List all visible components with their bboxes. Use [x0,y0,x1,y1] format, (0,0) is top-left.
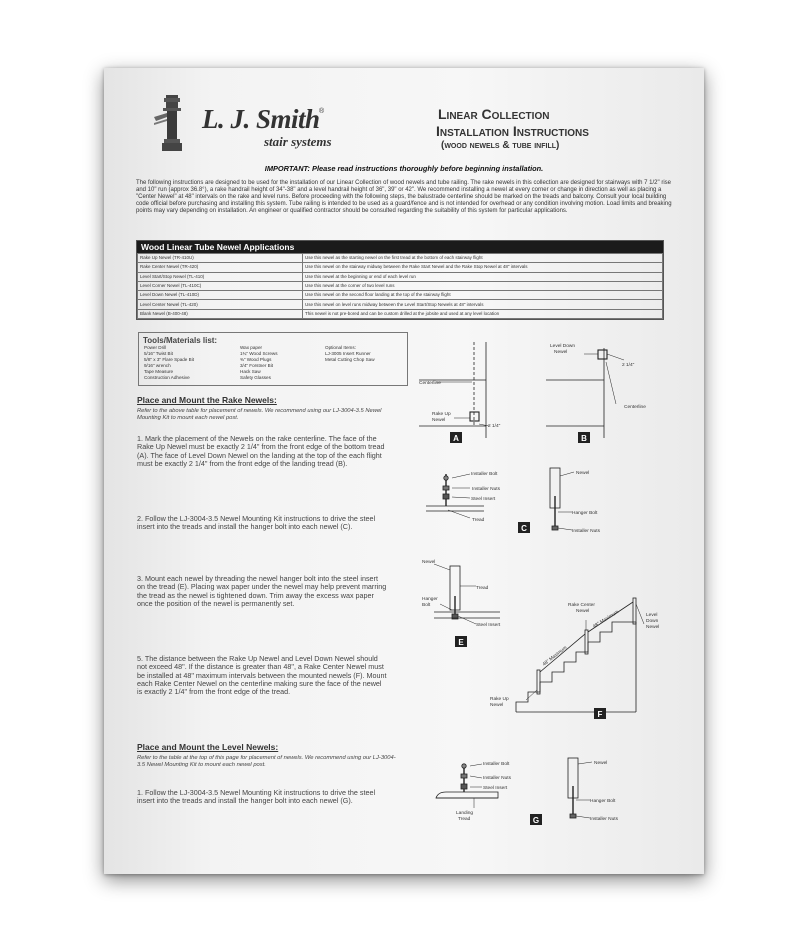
tool-item: 3/4" Forstner Bit [240,363,274,368]
fig-a-badge: A [453,434,459,443]
fig-a-centerline: Centerline [419,381,441,386]
tool-item: 1¾" Wood Screws [240,351,278,356]
tool-item: Metal Cutting Chop Saw [325,357,375,362]
fig-c-installer-bolt: Installer Bolt [471,472,498,477]
level-section-title: Place and Mount the Level Newels: [137,742,279,752]
fig-e-bolt: Bolt [422,603,431,608]
intro-paragraph: The following instructions are designed to be used for the installation of our Linear Collection of wood newels and tube railing. The rake newels in this collection are designed for stairways with 7 1/2" rise and 10" run (approx 36.8°), a rake handrail height of 34"-38" and a level handrail height of 36", 39" or 42". We recommend installing a newel at every corner or change in direction as well as placing a "Center Newel" at 48" intervals on the rake and level runs. Before proceeding with the following steps, the balustrade centerline should be marked on the treads and balcony. Consult your local building code official before purchasing and installing this system. Tube railing is intended to be used as a guard/fence and is not intended for overhead or any condition involving motion. Load limits and breaking points may vary depending on installation. An engineer or qualified contractor should be consulted regarding the suitability of this system for particular applications. [136,180,672,214]
applications-title: Wood Linear Tube Newel Applications [137,241,663,253]
rake-step-1: 1. Mark the placement of the Newels on the rake centerline. The face of the Rake Up Newel must be exactly 2 1/4" from the front edge of the bottom tread (A). The face of Level Down Newel on the landing at the top of the each flight must be exactly 2 1/4" from the front edge of the landing tread (B). [137,434,385,468]
rake-section-note: Refer to the above table for placement of newels. We recommend using our LJ-3004-3.5 Newel Mounting Kit to mount each newel post. [137,408,382,421]
table-row [138,263,663,272]
fig-f-newel3: Newel [490,703,504,708]
tool-item: LJ-3005 Insert Runner [325,351,371,356]
newel-name: Level Center Newel (TL-420) [138,300,303,309]
fig-g-steel-insert: Steel Insert [483,786,508,791]
newel-name: Level Down Newel (TL-410D) [138,291,303,300]
fig-c-hanger-bolt: Hanger Bolt [572,511,598,516]
fig-c-installer-nuts: Installer Nuts [472,487,500,492]
title-line2: Installation Instructions [436,123,589,139]
fig-f-max1: 48" Maximum [542,645,569,668]
newel-name: Rake Up Newel (TR-410U) [138,254,303,263]
brand-sub: stair systems [264,134,332,149]
fig-f-rake-center: Rake Center [568,603,595,608]
newel-name: Blank Newel (B-400-48) [138,309,303,318]
tools-materials-box [138,332,408,386]
fig-f-rake-up: Rake Up [490,697,509,702]
fig-g-installer-nuts: Installer Nuts [483,776,511,781]
fig-g-hanger-bolt: Hanger Bolt [590,799,616,804]
table-row [138,291,663,300]
instruction-sheet [104,68,704,874]
level-step-1: 1. Follow the LJ-3004-3.5 Newel Mounting Kit instructions to drive the steel insert into the treads and install the hanger bolt into each newel (G). [137,788,376,806]
newel-use: Use this newel on level runs midway between the Level Start/Stop Newels at 48" intervals [303,300,663,309]
tool-item: ⅜" Wood Plugs [240,357,272,362]
figure-a [414,338,524,448]
table-row [138,254,663,263]
fig-f-max2: 48" Maximum [592,609,620,630]
fig-f-newel2: Newel [646,625,660,630]
figure-c [426,466,616,542]
rake-step-5: 5. The distance between the Rake Up Newel and Level Down Newel should not exceed 48". If the distance is greater than 48", a Rake Center Newel must be installed at 48" maximum intervals between the mounted newels (F). Mount each Rake Center Newel on the centerline making sure the face of the newel is exactly 2 1/4" from the front edge of the tread. [137,654,387,697]
newel-name: Level Start/Stop Newel (TL-410) [138,272,303,281]
fig-f-down: Down [646,619,659,624]
tools-col3 [325,345,375,363]
tool-item: Tape Measure [144,369,174,374]
fig-g-installer-nuts2: Installer Nuts [590,817,618,822]
tool-item: 5/8" x 3" Flare Spade Bit [144,357,194,362]
brand-name: L. J. Smith [202,104,320,134]
newel-use: Use this newel at the corner of two level runs [303,281,663,290]
fig-e-badge: E [458,638,464,647]
table-row [138,300,663,309]
tool-item: Construction Adhesive [144,375,190,380]
newel-logo-icon [154,95,190,151]
tool-item: 9/16" wrench [144,363,171,368]
fig-f-level: Level [646,613,658,618]
fig-c-tread: Tread [472,518,485,523]
tool-item: Hack Saw [240,369,261,374]
fig-c-badge: C [521,524,527,533]
title-line3: (wood newels & tube infill) [441,140,560,151]
fig-c-steel-insert: Steel Insert [471,497,496,502]
fig-a-newel: Newel [432,418,446,423]
table-row [138,309,663,318]
rake-section-title: Place and Mount the Rake Newels: [137,395,277,405]
fig-c-newel: Newel [576,471,590,476]
fig-g-badge: G [532,816,540,825]
fig-g-landing: Landing [456,811,474,816]
fig-f-newel1: Newel [576,609,590,614]
fig-b-newel: Newel [554,350,568,355]
level-section-note: Refer to the table at the top of this page for placement of newels. We recommend using our LJ-3004-3.5 Newel Mounting Kit to mount each newel post. [137,755,396,768]
tool-item: Wax paper [240,345,263,350]
fig-a-rake-up: Rake Up [432,412,451,417]
newel-use: Use this newel on the stairway midway between the Rake Start Newel and the Rake Stop Newel at 48" intervals [303,263,663,272]
fig-b-level-down: Level Down [550,344,576,349]
table-row [138,281,663,290]
tool-item: Power Drill [144,345,167,350]
fig-e-steel-insert: Steel Insert [476,623,501,628]
important-notice: IMPORTANT: Please read instructions thoroughly before beginning installation. [264,164,544,173]
newel-name: Level Corner Newel (TL-410C) [138,281,303,290]
fig-g-installer-bolt: Installer Bolt [483,762,510,767]
fig-b-badge: B [581,434,587,443]
fig-f-badge: F [597,710,603,719]
tools-col2 [240,345,278,381]
figure-b [544,338,664,448]
fig-g-newel: Newel [594,761,608,766]
newel-use: Use this newel at the beginning or end of each level run [303,272,663,281]
tools-title: Tools/Materials list: [143,336,218,345]
fig-g-tread: Tread [458,817,471,822]
fig-c-installer-nuts2: Installer Nuts [572,529,600,534]
fig-b-centerline: Centerline [624,405,646,410]
figure-f [486,594,666,724]
optional-title: Optional Items: [325,345,356,350]
newel-use: Use this newel as the starting newel on the first tread at the bottom of each stairway flight [303,254,663,263]
newel-name: Rake Center Newel (TR-420) [138,263,303,272]
tools-col1 [144,345,194,381]
newel-use: This newel is not pre-bored and can be custom drilled at the jobsite and used at any level location [303,309,663,318]
fig-b-dim: 2 1/4" [622,363,635,368]
fig-a-dim: 2 1/4" [488,424,501,429]
title-line1: Linear Collection [438,106,550,122]
tool-item: 5/16" Twist Bit [144,351,173,356]
brand-reg: ® [319,108,325,115]
fig-e-newel: Newel [422,560,436,565]
fig-e-hanger: Hanger [422,597,438,602]
newel-use: Use this newel on the second floor landing at the top of the stairway flight [303,291,663,300]
table-row [138,272,663,281]
rake-step-2: 2. Follow the LJ-3004-3.5 Newel Mounting Kit instructions to drive the steel insert into the treads and install the hanger bolt into each newel (C). [137,514,376,532]
fig-e-tread: Tread [476,586,489,591]
applications-table [136,240,664,320]
tool-item: Safety Glasses [240,375,271,380]
rake-step-3: 3. Mount each newel by threading the newel hanger bolt into the steel insert on the tread (E). Placing wax paper under the newel may help prevent marring the tread as the newel is tightened down. Trim away the excess wax paper once the position of the newel is permanently set. [137,574,387,608]
figure-g [434,756,634,832]
